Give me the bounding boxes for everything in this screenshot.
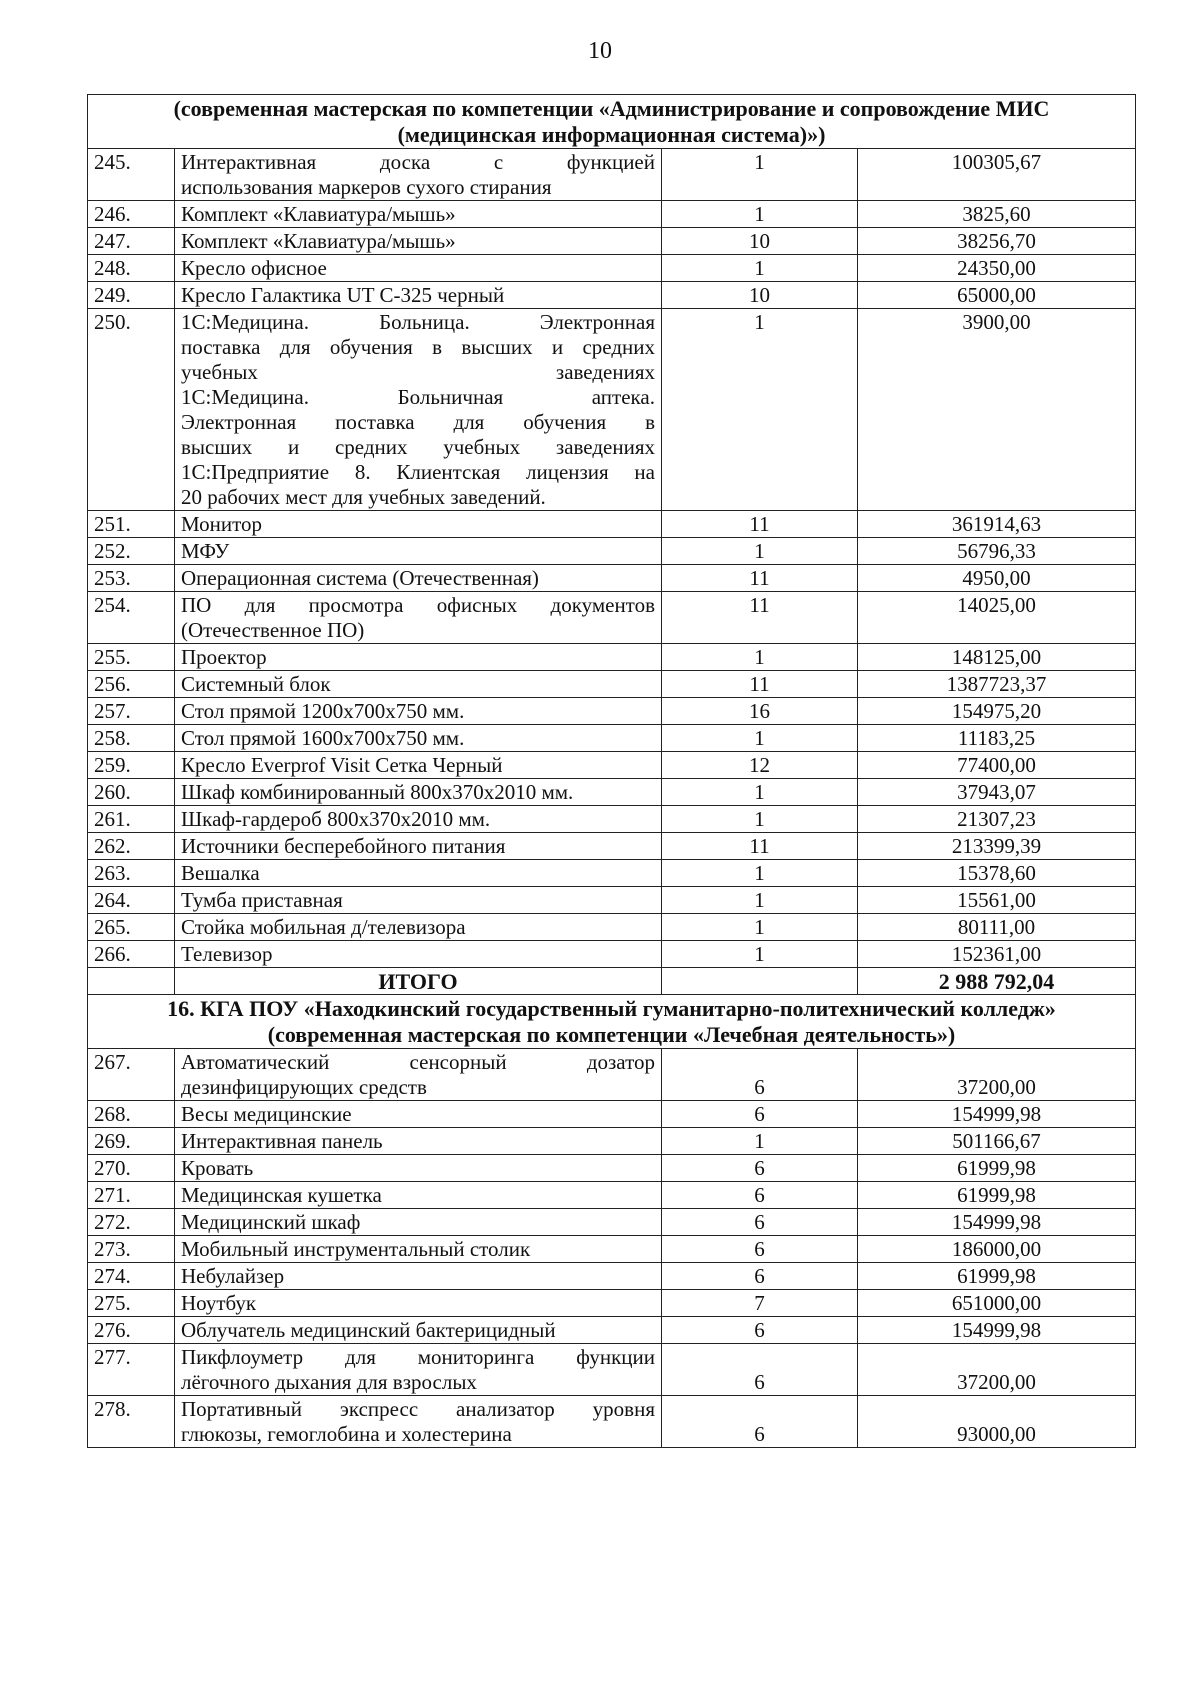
- item-price: 24350,00: [858, 255, 1136, 282]
- total-value: 2 988 792,04: [858, 968, 1136, 995]
- item-name: [175, 149, 662, 201]
- table-row: [88, 752, 1136, 779]
- table-row: [88, 806, 1136, 833]
- item-name-line: Пикфлоуметр для мониторинга функции: [181, 1345, 655, 1369]
- item-price: 65000,00: [858, 282, 1136, 309]
- table-row: [88, 511, 1136, 538]
- item-price: 1387723,37: [858, 671, 1136, 698]
- item-number: 263.: [88, 860, 175, 887]
- item-name-line: Автоматический сенсорный дозатор: [181, 1050, 655, 1074]
- item-number: 262.: [88, 833, 175, 860]
- item-quantity: 1: [662, 725, 858, 752]
- section-title-line: (современная мастерская по компетенции «Лечебная деятельность»): [267, 1022, 956, 1047]
- item-name: [175, 779, 662, 806]
- item-price: 15561,00: [858, 887, 1136, 914]
- item-name-line: Системный блок: [181, 672, 331, 696]
- table-row: [88, 1236, 1136, 1263]
- item-name-line: ПО для просмотра офисных документов: [181, 593, 655, 617]
- item-name-line: Комплект «Клавиатура/мышь»: [181, 202, 456, 226]
- item-quantity: 6: [662, 1101, 858, 1128]
- item-name-line: МФУ: [181, 539, 230, 563]
- item-number: 251.: [88, 511, 175, 538]
- item-price: 3900,00: [858, 309, 1136, 511]
- table-row: [88, 1101, 1136, 1128]
- table-row: [88, 565, 1136, 592]
- section-title-line: (медицинская информационная система)»): [397, 122, 826, 147]
- item-name: [175, 752, 662, 779]
- item-price: 77400,00: [858, 752, 1136, 779]
- item-number: 273.: [88, 1236, 175, 1263]
- item-number: 270.: [88, 1155, 175, 1182]
- item-number: 246.: [88, 201, 175, 228]
- item-name-line: Медицинская кушетка: [181, 1183, 382, 1207]
- item-name: [175, 1182, 662, 1209]
- item-price: 154999,98: [858, 1209, 1136, 1236]
- item-name-line: Ноутбук: [181, 1291, 257, 1315]
- item-name-line: 20 рабочих мест для учебных заведений.: [181, 485, 546, 509]
- total-empty-cell: [88, 968, 175, 995]
- item-quantity: 6: [662, 1344, 858, 1396]
- item-name: [175, 228, 662, 255]
- item-number: 245.: [88, 149, 175, 201]
- table-row: [88, 698, 1136, 725]
- section-title: [88, 995, 1136, 1049]
- table-row: [88, 309, 1136, 511]
- item-price: 154975,20: [858, 698, 1136, 725]
- table-row: [88, 725, 1136, 752]
- equipment-table: [87, 94, 1136, 1448]
- item-name: [175, 1344, 662, 1396]
- item-price: 38256,70: [858, 228, 1136, 255]
- item-number: 259.: [88, 752, 175, 779]
- item-price: 213399,39: [858, 833, 1136, 860]
- item-quantity: 6: [662, 1155, 858, 1182]
- equipment-table-body: [88, 95, 1136, 1448]
- item-number: 257.: [88, 698, 175, 725]
- item-quantity: 11: [662, 671, 858, 698]
- item-number: 275.: [88, 1290, 175, 1317]
- table-row: [88, 201, 1136, 228]
- item-quantity: 1: [662, 806, 858, 833]
- item-name: [175, 309, 662, 511]
- item-name: [175, 538, 662, 565]
- item-name: [175, 1236, 662, 1263]
- item-price: 501166,67: [858, 1128, 1136, 1155]
- item-name-line: Комплект «Клавиатура/мышь»: [181, 229, 456, 253]
- item-price: 3825,60: [858, 201, 1136, 228]
- item-name-line: поставка для обучения в высших и средних: [181, 335, 655, 359]
- item-price: 21307,23: [858, 806, 1136, 833]
- item-price: 4950,00: [858, 565, 1136, 592]
- item-price: 651000,00: [858, 1290, 1136, 1317]
- item-name-line: 1С:Медицина. Больница. Электронная: [181, 310, 655, 334]
- item-name: [175, 806, 662, 833]
- item-name: [175, 644, 662, 671]
- item-price: 61999,98: [858, 1155, 1136, 1182]
- item-name-line: Шкаф комбинированный 800х370х2010 мм.: [181, 780, 574, 804]
- item-price: 186000,00: [858, 1236, 1136, 1263]
- item-quantity: 1: [662, 255, 858, 282]
- item-price: 80111,00: [858, 914, 1136, 941]
- item-quantity: 11: [662, 511, 858, 538]
- item-price: 361914,63: [858, 511, 1136, 538]
- item-price: 154999,98: [858, 1101, 1136, 1128]
- table-row: [88, 282, 1136, 309]
- item-name: [175, 698, 662, 725]
- item-price: 61999,98: [858, 1263, 1136, 1290]
- item-number: 258.: [88, 725, 175, 752]
- item-name-line: Электронная поставка для обучения в: [181, 410, 655, 434]
- item-quantity: 6: [662, 1182, 858, 1209]
- item-price: 37200,00: [858, 1049, 1136, 1101]
- item-name: [175, 725, 662, 752]
- item-name-line: Стол прямой 1200х700х750 мм.: [181, 699, 465, 723]
- table-row: [88, 644, 1136, 671]
- table-row: [88, 1049, 1136, 1101]
- item-name: [175, 511, 662, 538]
- item-name-line: Портативный экспресс анализатор уровня: [181, 1397, 655, 1421]
- item-name-line: учебных заведениях: [181, 360, 655, 384]
- table-row: [88, 1263, 1136, 1290]
- item-name: [175, 1101, 662, 1128]
- item-name-line: Телевизор: [181, 942, 273, 966]
- item-name: [175, 941, 662, 968]
- item-name-line: Весы медицинские: [181, 1102, 352, 1126]
- item-number: 247.: [88, 228, 175, 255]
- item-name: [175, 860, 662, 887]
- item-name-line: Интерактивная доска с функцией: [181, 150, 655, 174]
- item-name-line: Небулайзер: [181, 1264, 285, 1288]
- item-name: [175, 833, 662, 860]
- item-number: 260.: [88, 779, 175, 806]
- table-row: [88, 1182, 1136, 1209]
- item-name: [175, 887, 662, 914]
- item-name-line: Кровать: [181, 1156, 254, 1180]
- item-number: 252.: [88, 538, 175, 565]
- table-row: [88, 1128, 1136, 1155]
- item-name-line: Интерактивная панель: [181, 1129, 383, 1153]
- item-name: [175, 592, 662, 644]
- item-quantity: 11: [662, 592, 858, 644]
- item-number: 272.: [88, 1209, 175, 1236]
- item-name-line: высших и средних учебных заведениях: [181, 435, 655, 459]
- item-name-line: Монитор: [181, 512, 263, 536]
- table-row: [88, 1290, 1136, 1317]
- table-row: [88, 1209, 1136, 1236]
- item-name: [175, 1263, 662, 1290]
- item-quantity: 1: [662, 538, 858, 565]
- section-title-line: (современная мастерская по компетенции «Администрирование и сопровождение МИС: [173, 96, 1050, 121]
- item-name-line: (Отечественное ПО): [181, 618, 365, 642]
- item-name-line: Вешалка: [181, 861, 260, 885]
- table-row: [88, 1396, 1136, 1448]
- item-name-line: лёгочного дыхания для взрослых: [181, 1370, 477, 1394]
- item-quantity: 1: [662, 941, 858, 968]
- item-quantity: 16: [662, 698, 858, 725]
- item-quantity: 6: [662, 1396, 858, 1448]
- item-quantity: 6: [662, 1263, 858, 1290]
- item-quantity: 1: [662, 860, 858, 887]
- item-number: 256.: [88, 671, 175, 698]
- item-price: 148125,00: [858, 644, 1136, 671]
- section-header-row: [88, 95, 1136, 149]
- item-number: 277.: [88, 1344, 175, 1396]
- item-number: 278.: [88, 1396, 175, 1448]
- item-price: 14025,00: [858, 592, 1136, 644]
- item-name-line: Кресло Галактика UT С-325 черный: [181, 283, 505, 307]
- item-name: [175, 671, 662, 698]
- item-name-line: дезинфицирующих средств: [181, 1075, 427, 1099]
- item-name-line: Операционная система (Отечественная): [181, 566, 539, 590]
- table-row: [88, 779, 1136, 806]
- page-number: 10: [588, 38, 612, 64]
- item-number: 276.: [88, 1317, 175, 1344]
- item-name-line: Облучатель медицинский бактерицидный: [181, 1318, 556, 1342]
- item-quantity: 7: [662, 1290, 858, 1317]
- item-price: 152361,00: [858, 941, 1136, 968]
- item-name-line: Кресло Everprof Visit Сетка Черный: [181, 753, 503, 777]
- section-title: [88, 95, 1136, 149]
- item-name-line: Мобильный инструментальный столик: [181, 1237, 531, 1261]
- table-row: [88, 941, 1136, 968]
- total-row: [88, 968, 1136, 995]
- item-name: [175, 1209, 662, 1236]
- item-quantity: 1: [662, 887, 858, 914]
- item-price: 100305,67: [858, 149, 1136, 201]
- item-number: 255.: [88, 644, 175, 671]
- item-price: 56796,33: [858, 538, 1136, 565]
- item-quantity: 6: [662, 1209, 858, 1236]
- item-name: [175, 1396, 662, 1448]
- item-name-line: глюкозы, гемоглобина и холестерина: [181, 1422, 512, 1446]
- item-quantity: 6: [662, 1317, 858, 1344]
- item-number: 254.: [88, 592, 175, 644]
- item-price: 11183,25: [858, 725, 1136, 752]
- item-number: 261.: [88, 806, 175, 833]
- item-quantity: 12: [662, 752, 858, 779]
- table-row: [88, 255, 1136, 282]
- table-row: [88, 671, 1136, 698]
- item-price: 37943,07: [858, 779, 1136, 806]
- item-number: 265.: [88, 914, 175, 941]
- table-row: [88, 1317, 1136, 1344]
- item-name-line: Проектор: [181, 645, 267, 669]
- table-row: [88, 592, 1136, 644]
- item-quantity: 10: [662, 228, 858, 255]
- table-row: [88, 538, 1136, 565]
- item-name-line: Источники бесперебойного питания: [181, 834, 506, 858]
- table-row: [88, 1344, 1136, 1396]
- item-price: 37200,00: [858, 1344, 1136, 1396]
- item-number: 271.: [88, 1182, 175, 1209]
- total-empty-cell: [662, 968, 858, 995]
- item-name-line: Шкаф-гардероб 800х370х2010 мм.: [181, 807, 491, 831]
- item-name: [175, 1128, 662, 1155]
- table-row: [88, 228, 1136, 255]
- item-name-line: Стол прямой 1600х700х750 мм.: [181, 726, 465, 750]
- item-number: 266.: [88, 941, 175, 968]
- item-quantity: 6: [662, 1236, 858, 1263]
- item-number: 264.: [88, 887, 175, 914]
- item-name: [175, 255, 662, 282]
- item-name-line: Стойка мобильная д/телевизора: [181, 915, 466, 939]
- item-name: [175, 201, 662, 228]
- item-quantity: 1: [662, 1128, 858, 1155]
- table-row: [88, 914, 1136, 941]
- item-number: 267.: [88, 1049, 175, 1101]
- item-quantity: 6: [662, 1049, 858, 1101]
- item-name: [175, 1290, 662, 1317]
- item-number: 249.: [88, 282, 175, 309]
- item-number: 268.: [88, 1101, 175, 1128]
- section-header-row: [88, 995, 1136, 1049]
- item-quantity: 11: [662, 833, 858, 860]
- item-name: [175, 1049, 662, 1101]
- item-name: [175, 1155, 662, 1182]
- item-price: 15378,60: [858, 860, 1136, 887]
- item-name: [175, 282, 662, 309]
- item-name-line: использования маркеров сухого стирания: [181, 175, 552, 199]
- item-quantity: 1: [662, 149, 858, 201]
- item-price: 93000,00: [858, 1396, 1136, 1448]
- item-number: 253.: [88, 565, 175, 592]
- item-name-line: Медицинский шкаф: [181, 1210, 361, 1234]
- item-quantity: 1: [662, 779, 858, 806]
- item-quantity: 11: [662, 565, 858, 592]
- item-name-line: Кресло офисное: [181, 256, 327, 280]
- item-quantity: 1: [662, 914, 858, 941]
- item-price: 154999,98: [858, 1317, 1136, 1344]
- item-name: [175, 914, 662, 941]
- item-number: 250.: [88, 309, 175, 511]
- item-name: [175, 1317, 662, 1344]
- item-number: 269.: [88, 1128, 175, 1155]
- table-row: [88, 887, 1136, 914]
- item-quantity: 1: [662, 201, 858, 228]
- item-quantity: 10: [662, 282, 858, 309]
- section-title-line: 16. КГА ПОУ «Находкинский государственный гуманитарно-политехнический колледж»: [167, 996, 1056, 1021]
- table-row: [88, 149, 1136, 201]
- item-name-line: 1С:Предприятие 8. Клиентская лицензия на: [181, 460, 655, 484]
- table-row: [88, 860, 1136, 887]
- item-quantity: 1: [662, 644, 858, 671]
- table-row: [88, 833, 1136, 860]
- item-name-line: Тумба приставная: [181, 888, 343, 912]
- item-name-line: 1С:Медицина. Больничная аптека.: [181, 385, 655, 409]
- item-name: [175, 565, 662, 592]
- item-price: 61999,98: [858, 1182, 1136, 1209]
- item-number: 274.: [88, 1263, 175, 1290]
- item-quantity: 1: [662, 309, 858, 511]
- item-number: 248.: [88, 255, 175, 282]
- total-label: ИТОГО: [175, 968, 662, 995]
- table-row: [88, 1155, 1136, 1182]
